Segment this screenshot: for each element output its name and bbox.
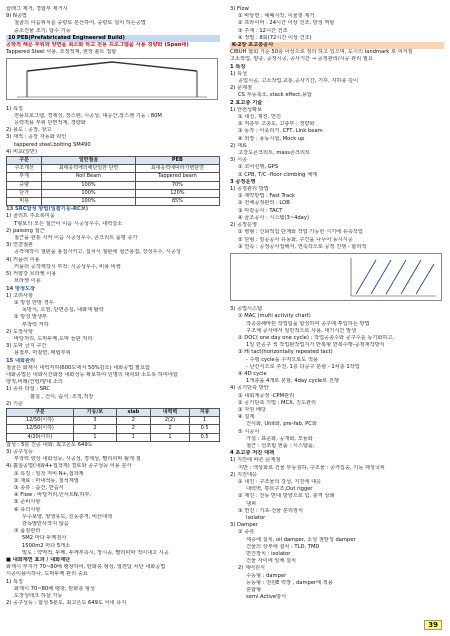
text-line: 3) 공법시스템 (230, 306, 263, 313)
text-line: 3) 도막 금지 구간 (6, 343, 47, 350)
text-line: 철골은 화재시 내력저하(600도에서 50%감소) 내화공법 필요함 (6, 364, 150, 371)
right-column (230, 6, 444, 601)
text-line: - 수평 cycle을 수직으로도 적용 (246, 356, 318, 363)
table-cell: 85% (135, 198, 219, 206)
text-line: 감독발반사작지 않음 (22, 521, 69, 527)
table-cell: 1 (190, 417, 220, 425)
text-line: 구조체 공사에서 일반적으로 사용, 대기시간 발생 (246, 327, 357, 334)
text-line: 바탕처리, 도막두께,도막 들판 처리 (14, 335, 93, 342)
text-line: 내력벽, 튜브구조,Out rigger (246, 486, 313, 493)
text-line: ① 내진 : 구조물의 강성, 지진에 대응 (238, 478, 322, 485)
table-cell: 1 (150, 433, 190, 441)
text-line: 공업시공, 고소작업,교통,공사기간, 기후, 지하층 깊이 (238, 78, 359, 85)
text-line: 4) 비교(일반) (6, 148, 38, 155)
text-line: ③ 주재 : 12시간 건조 (238, 27, 288, 34)
table-cell: 1 (117, 433, 151, 441)
text-line: 공학적 해문 부위와 양면을 최소화 하고 전용 프로그램을 사용 경량화 (Span대) (6, 42, 189, 49)
text-line: 수동형 : damper (246, 572, 287, 579)
text-line: 1) 골리트 주요복미움 (6, 213, 55, 220)
text-line: ⑤ 준비사항 (14, 499, 41, 506)
table-header: 일반철골 (42, 157, 136, 165)
section-heading: 15 내화관리 (6, 357, 36, 364)
text-line: 브라켓 이용 (14, 278, 41, 285)
text-line: ⑦ 품질관리 (14, 528, 41, 535)
text-line: 2 효고층 기술 (230, 99, 263, 106)
table-cell: 120% (135, 189, 219, 197)
text-line: 2) 기준 (6, 400, 23, 407)
text-line: 부착력 저하 (22, 321, 49, 328)
table-cell: Roll Beam (42, 173, 136, 181)
text-line: 양적,비례/건령/양대 소의 (6, 379, 63, 386)
text-line: 1) 특성 (230, 70, 247, 77)
table-cell: 12/50(이하) (7, 417, 74, 425)
table-row (7, 198, 220, 206)
table-cell: 2 (73, 425, 116, 433)
text-line: ④ 외장 : 풍동시험, Mock up (238, 135, 305, 142)
text-line: 1 특징 (230, 63, 246, 70)
text-line: 2) passing 철근 (6, 227, 45, 234)
table-cell: 2 (117, 417, 151, 425)
text-line: 슬래그 제거, 경합부 제거시 (6, 6, 68, 12)
text-line: 내화공법은 내화시간화장 내화성능 확보하여 인명의 대피와 소도록 하여야함 (6, 371, 178, 378)
text-line: 2) 재료 (230, 142, 247, 149)
table-cell: 100% (42, 198, 136, 206)
text-line: 작공층해마된 작업팀을 합성하여 공구에 투입하는 방법 (246, 320, 370, 327)
text-line: 1) 특징 (6, 105, 23, 112)
text-line: 용접부, 마찰면, 매립부위 (14, 350, 71, 357)
text-line: ④ 4D cycle (238, 370, 267, 377)
text-line: 도장성테크 하살 가능 (14, 593, 63, 600)
text-line: 1500m2 마다 5개소 (22, 542, 71, 549)
table-cell: 1 (73, 433, 116, 441)
text-line: 2) 도장사항 (6, 328, 34, 335)
text-line: ① 내진, 제진, 면진 (238, 114, 281, 121)
section-heading: 10 PEB(Prefabricated Engineered Build) (6, 35, 220, 42)
table-cell: 부재 (7, 173, 42, 181)
text-line: 4 초고층 저진 대책 (230, 450, 275, 457)
text-line: ② 전체공정관리 : LOB (238, 200, 290, 207)
peb-comparison-table (6, 156, 220, 206)
text-line: 3) 공구성능 (6, 448, 34, 455)
text-line: ① 병형 : 신뢰적집 단계와 작업 가능한 시기에 유속작업 (238, 229, 363, 236)
table-cell: 최대응력에의해단일한 단면 (42, 165, 136, 173)
text-line: ⑥ 유의사항 (14, 506, 41, 513)
table-row (7, 433, 220, 441)
text-line: 철근을 관통 시켜 이음 시공성우수, 콘크리트 품평 증가 (14, 235, 138, 242)
text-line: ③ 동작 : 아웃리거, CFT, Link beam (238, 128, 323, 135)
section-heading: ■ 내화재연 효과 / 내화재단 (6, 557, 71, 564)
text-line: 합성 : 5분 진공 내화, 최고온도 649도 (6, 441, 93, 448)
text-line: 철골의 이음위치를 중량로 분산하여, 중량로 설치 하는공법 (14, 20, 146, 27)
table-row (7, 417, 220, 425)
table-cell: 3 (73, 417, 116, 425)
text-line: semi Active방식 (246, 594, 287, 601)
text-line: 재증에 설치, oil damper, 소성 점탄성 damper (246, 536, 356, 543)
text-line: 우수보양, 양생유도, 진동충격, 비산대책 (22, 513, 113, 520)
text-line: - 난간식으로 추진, 1층 다공구 분할 - 1차층 1작업 (246, 363, 360, 370)
text-line: ③ 면진 : 기초-건물 분리장치 (238, 507, 303, 514)
text-line: 커플러 공작재작시 부착: 시공성우수, 비용 비쌍 (14, 263, 121, 270)
text-line: 1일 한공구 씩 작업완작업지가 반복형 반복수행-공정재작방식 (246, 342, 385, 349)
text-line: isolator (246, 515, 266, 521)
text-line: ① MAC (multi activity chart) (238, 313, 311, 320)
text-line: 공작재작시 철판을 용접시키고, 설치시 철판에 철근용접, 강성우수, 시공성 (14, 249, 181, 256)
text-line: ① 내회계공정 -CPM관리 (238, 392, 295, 399)
table-header: 구분 (7, 408, 74, 416)
table-header: 내력벽 (150, 408, 190, 416)
text-line: ④ 골조공사 : 시스템(3~4day) (238, 214, 309, 221)
text-line: 1개층을 4개로 분할, 4day cycle로 진행 (246, 378, 339, 385)
text-line: ① 특징 : 일착 저비 N+,접착재 (14, 470, 84, 477)
table-header: PEB (135, 157, 219, 165)
text-line: 5M2 마다 두께검사 (22, 535, 67, 542)
table-row (7, 181, 220, 189)
table-cell: 2 (150, 425, 190, 433)
text-line: 3) Flow (230, 6, 249, 12)
text-line: ③ 종류 : 습건, 반습식 (14, 484, 64, 491)
text-line: ⑤ 시공사 (238, 428, 260, 435)
table-row (7, 165, 220, 173)
table-cell: 4/20(이하) (7, 433, 74, 441)
text-line: 부착력 향상 내화성능, 시공성, 경제성, 빨리피막 될게 점 (14, 456, 141, 463)
text-line: 건물의 상부에 설치 : TLD, TMD (246, 543, 320, 550)
text-line: 철근 : 선조립 현품 : 시스템품, (246, 442, 315, 449)
table-cell: 2(2) (150, 417, 190, 425)
text-line: ④ Flow : 바탕처리,인서트N,하부, (14, 492, 92, 499)
section-heading: K-2장 초고층공사 (230, 42, 444, 49)
text-line: 화재시 70~80배 팽창, 탄화층 형성 (14, 585, 95, 592)
text-line: 1) 공정관리 방법 (230, 186, 269, 193)
text-line: ③ 연속 : 공정공사접해서, 연속작으로 공정 진행 - 합리적 (238, 243, 367, 250)
table-cell: 2 (117, 425, 151, 433)
text-line: ② 제진 : 진동 반대 방향으로 힘, 충격 상쇄 (238, 493, 335, 500)
text-line: ② 단형 : 일공공사 유동화, 구간을 나누어 동시시공 (238, 236, 353, 243)
text-line: 응력적용 부위 단면적계, 경량화 (14, 120, 86, 127)
text-line: ② 방청 발생부 (14, 314, 48, 321)
table-cell: 70% (135, 181, 219, 189)
text-line: 면진장치 : isolator (246, 551, 291, 558)
text-line: ② 재료 : 마내석동, 질석계열 (14, 477, 79, 484)
text-line: ① 코어선행, GPS (238, 164, 279, 171)
table-row (7, 425, 220, 433)
text-line: 4) 커플러 이용 (6, 256, 40, 263)
line-of-balance-figure (230, 253, 442, 301)
text-line: 2) 지진대응 (230, 471, 258, 478)
table-cell: 100% (42, 189, 136, 197)
text-line: ② CPB, T/C -floor climbing 체계 (238, 171, 318, 178)
text-line: 혼합형 (246, 587, 262, 594)
text-line: CIBUH 협회 기준 50층 이상으로 정의 하고 있으며, 도시의 landmark 로 여겨짐 (230, 49, 413, 56)
section-heading: 14 방청도장 (6, 285, 36, 292)
text-line: ④ 정벌 : 8회(72시간 이상 건조) (238, 34, 312, 41)
text-line: 1) 고려사항 (6, 292, 34, 299)
text-line: 2) 공정운영 (230, 222, 258, 229)
text-line: 2) 용도 : 공장, 창고 (6, 127, 52, 134)
text-line: ② 저층부 고층도, 고층부 : 경량화 (238, 121, 315, 128)
text-line: 가설 : 표준화, 공개화, 모듈화 (246, 435, 313, 442)
table-header: slab (117, 408, 151, 416)
section-heading: 13 SRC합성 방법(일괄기둥-RC보) (6, 206, 89, 213)
text-line: ② 프라이머 : 24시간 이상 건조, 방청 역할 (238, 20, 335, 27)
text-line: 댐퍼 (246, 500, 257, 507)
text-line: tappered steel,bolting SM490 (14, 141, 91, 148)
text-line: 3) 재적 : 공장 자동화 라인 (6, 134, 67, 141)
text-line: CS 부등축소, stack effect,풍압 (238, 92, 312, 99)
text-line: ① 바탕면 : 예폐시작, 이물질 제거 (238, 13, 315, 20)
text-line: 3) 시공 (230, 157, 247, 164)
page-number: 39 (424, 620, 442, 630)
table-cell: 0.5 (190, 433, 220, 441)
text-line: 3) 연결철판 (6, 242, 34, 249)
text-line: 화재시 부지가 70~80배 팽창하여, 탄화층 형성, 열전달 차단 내화공법 (6, 564, 166, 571)
text-line: ② 공기단축 기법 : MCX, 진도관리 (238, 399, 317, 406)
text-line: 시공이용이하나, 도막두께 관리 중요 (6, 571, 88, 578)
text-line: 지반 : 액상화로 건물 부등침하, 구조물 : 공극집중, 기능 재성국피 (238, 464, 385, 471)
table-row (7, 189, 220, 197)
text-line: 1) 특징 (6, 578, 23, 585)
fire-rating-table (6, 408, 220, 442)
text-line: 1) 지진에 따른 문제점 (230, 457, 281, 464)
table-header: 지붕 (190, 408, 220, 416)
text-line: 중소건물 조기, 탑수 기능 (14, 27, 71, 34)
text-line: 고강도콘크리트, mass콘크리트 (238, 150, 311, 157)
text-line: 건식화, Unit화, pre-fab, PC화 (246, 421, 317, 428)
text-line: 밀도 : 약역적, 두께, 두께부측시, 장시공, 빨리피막 적이내고 시공 (22, 549, 169, 556)
text-line: 5) 커향강 브라켓 이용 (6, 271, 57, 278)
table-cell: 중량 (7, 181, 42, 189)
text-line: 2) 공구성능 : 합성 5분도, 최고온도 649도 이내 유지 (6, 600, 127, 607)
text-line: 1) 종류 타설 : SRC (6, 386, 50, 393)
table-row (7, 173, 220, 181)
table-header: 구분 (7, 157, 42, 165)
text-line: 뿜칠 , 건식, 습식 :조적,적장 (30, 393, 94, 400)
text-line: ② DOC( one day one cycle) : 작업공종수와 공구수를 동기화하고, (238, 334, 395, 341)
table-cell: 100% (42, 181, 136, 189)
table-cell: Tappered beam (135, 173, 219, 181)
table-cell: 비용 (7, 198, 42, 206)
table-header: 기둥/보 (73, 408, 116, 416)
text-line: 녹방식, 오염, 단면손실, 내화재 탈락 (22, 307, 104, 314)
text-line: 4) 뿜칠공법(내화4+접착재) 결로와 공구성능 이용 분사 (6, 463, 132, 470)
text-line: 건물 사이에 일체 설치 (246, 558, 297, 565)
text-line: 2) 제어원식 (238, 565, 266, 572)
table-cell: 단가 (7, 189, 42, 197)
left-column (6, 6, 220, 607)
text-line: ① 종류 (238, 529, 255, 536)
text-line: 고소작업, 양중, 공정시공, 공사기간 → 공정관리/시공 관리 필요 (230, 56, 373, 63)
peb-frame-figure (6, 58, 218, 100)
text-line: 1) 안전성확보 (230, 106, 263, 113)
text-line: 전용프로그램, 경제성, 장스팬, 시공성, 대공간,장스팬 기둥 : 80M (14, 112, 162, 119)
text-line: ③ 자원 배당 (238, 406, 266, 413)
text-line: 3 공정운영 (230, 178, 256, 185)
text-line: 4) 공기단축 방안 (230, 385, 269, 392)
text-line: 2) 문제점 (230, 85, 253, 92)
text-line: 9) N공법 (6, 13, 27, 20)
text-line: ① 재약방법 : Fast Track (238, 193, 296, 200)
text-line: T형보의 모든 철근이 이음 시공성우수, 내력강소 (14, 220, 123, 227)
text-line: Tappered Steel 사용, 조정적재, 현장 볼트 접합 (6, 49, 117, 56)
text-line: ③ Hi tact(horizontally repeated tact) (238, 349, 333, 356)
table-cell: 12/50(이하) (7, 425, 74, 433)
text-line: ③ 마감공사 : TACT (238, 207, 283, 214)
text-line: 3) Damper (230, 522, 258, 529)
text-line: ④ 설계 (238, 414, 255, 421)
table-cell: 최대응력에따라가변단면 (135, 165, 219, 173)
table-cell: 구조개선 (7, 165, 42, 173)
text-line: ① 방청 안방 경우 (14, 299, 54, 306)
text-line: 능동형 : 전원E 력장 , damper에 적용 (246, 579, 333, 586)
table-cell: 0.5 (190, 425, 220, 433)
